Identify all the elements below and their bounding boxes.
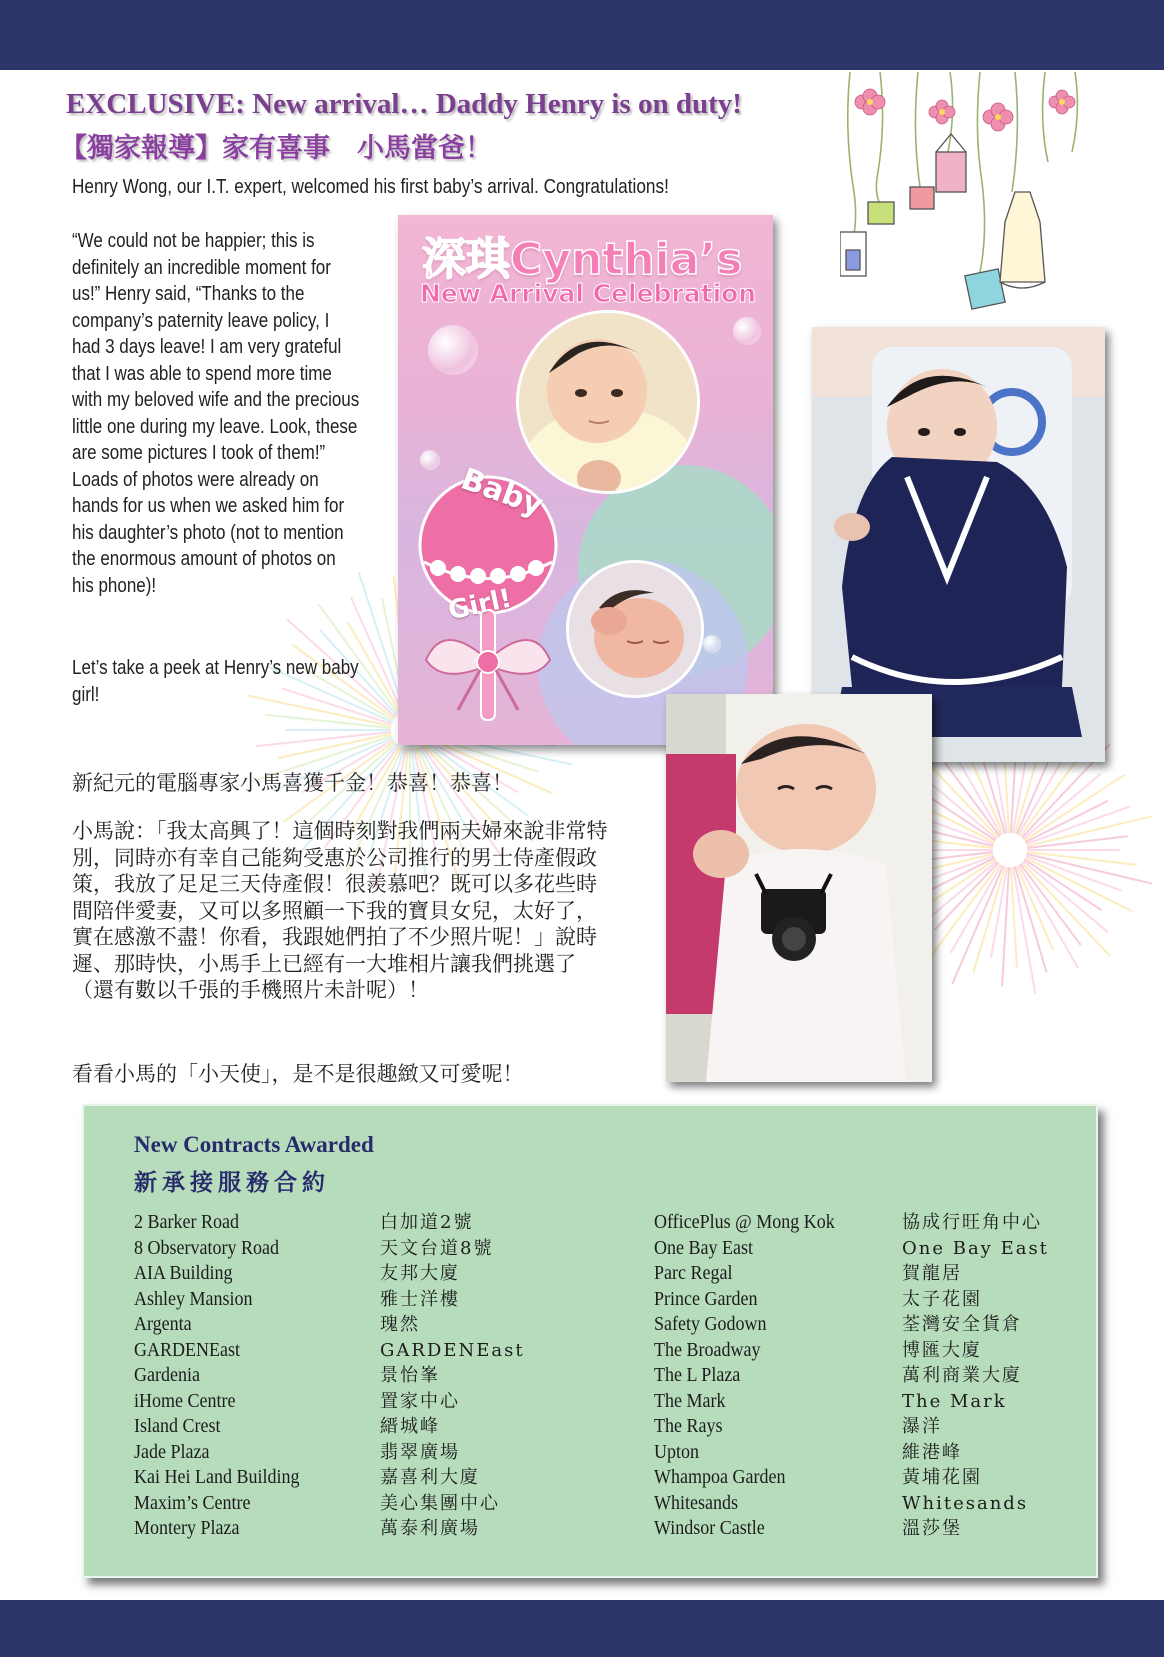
firework-ray — [1027, 856, 1121, 890]
contract-item: The L Plaza — [654, 1364, 741, 1386]
firework-ray — [279, 734, 391, 758]
contract-item: Gardenia — [134, 1364, 200, 1386]
baby-photo-illustration — [519, 313, 697, 491]
card-title-line1: 深琪Cynthia’s — [422, 234, 743, 285]
rattle-text-baby: Baby — [456, 461, 548, 524]
firework-ray — [1024, 774, 1100, 838]
card-bubble — [703, 635, 721, 653]
contract-item: 賀龍居 — [902, 1263, 962, 1284]
contract-item: One Bay East — [902, 1237, 1049, 1259]
article-title-en: EXCLUSIVE: New arrival… Daddy Henry is on duty! — [66, 88, 742, 120]
contract-item: Whampoa Garden — [654, 1466, 786, 1488]
baby-photo-illustration — [569, 563, 701, 695]
contract-item: Island Crest — [134, 1415, 221, 1437]
firework-ray — [1011, 868, 1017, 968]
firework-ray — [1015, 867, 1046, 971]
contract-item: Montery Plaza — [134, 1517, 240, 1539]
contracts-column-3 — [654, 1210, 835, 1542]
firework-ray — [1024, 862, 1107, 932]
contract-item: The Rays — [654, 1415, 723, 1437]
firework-ray — [951, 866, 1001, 952]
firework-ray — [1028, 817, 1152, 846]
firework-ray — [1021, 864, 1081, 944]
contract-item: Safety Godown — [654, 1313, 767, 1335]
baby-photo-illustration — [666, 694, 932, 1082]
contract-item: 協成行旺角中心 — [902, 1212, 1042, 1233]
contract-item: 瀑洋 — [902, 1416, 942, 1437]
article-quote-paragraph — [72, 228, 361, 599]
contract-item: 天文台道8號 — [380, 1237, 494, 1259]
firework-ray — [1017, 867, 1053, 950]
firework-ray — [1013, 868, 1035, 993]
bottom-banner — [0, 1600, 1164, 1657]
contracts-column-4 — [902, 1210, 1049, 1542]
contract-item: Jade Plaza — [134, 1440, 210, 1463]
quote-text: “We could not be happier; this is definitely an incredible moment for us!” Henry said, “Thanks to the company’s paternity leave policy, I had 3 days leave! I am very grateful that I was able to spend more time with my beloved wife and the precious little one during my leave. Look, these are some pictures I took of them!” Loads of photos were already on hands for us when we asked him for his daughter’s photo (not to mention the enormous amount of photos on his phone)! — [72, 230, 360, 597]
contract-item: 縉城峰 — [380, 1416, 440, 1437]
contract-item: GARDENEast — [380, 1339, 525, 1361]
contract-item: 博匯大廈 — [902, 1339, 982, 1361]
contract-item: 萬利商業大廈 — [902, 1365, 1022, 1386]
contract-item: Ashley Mansion — [134, 1287, 253, 1310]
contract-item: AIA Building — [134, 1262, 233, 1284]
new-contracts-panel — [82, 1104, 1098, 1578]
contract-item: 友邦大廈 — [380, 1263, 460, 1284]
contract-item: 溫莎堡 — [902, 1518, 962, 1539]
card-baby-photo-1 — [516, 310, 700, 494]
article-title-zh: 【獨家報導】家有喜事 小馬當爸！ — [60, 133, 492, 164]
contract-item: Upton — [654, 1440, 699, 1463]
firework-ray — [929, 864, 999, 959]
article-zh-paragraph-1: 新紀元的電腦專家小馬喜獲千金！恭喜！恭喜！ — [72, 771, 513, 795]
firework-ray — [1026, 858, 1131, 911]
contract-item: Maxim’s Centre — [134, 1491, 251, 1514]
contract-item: Kai Hei Land Building — [134, 1466, 300, 1488]
baby-camera-photo — [666, 694, 932, 1082]
card-bubble — [733, 317, 761, 345]
contract-item: Argenta — [134, 1313, 192, 1335]
contract-item: The Broadway — [654, 1338, 761, 1361]
celebration-card — [398, 215, 773, 745]
contract-item: iHome Centre — [134, 1389, 236, 1412]
contract-item: 太子花園 — [902, 1288, 982, 1310]
contract-item: 維港峰 — [902, 1441, 962, 1463]
contract-item: GARDENEast — [134, 1338, 240, 1361]
contract-item: Prince Garden — [654, 1287, 758, 1310]
contracts-title-zh: 新承接服務合約 — [134, 1169, 330, 1196]
contract-item: Whitesands — [902, 1492, 1029, 1514]
firework-ray — [991, 868, 1007, 957]
contract-item: The Mark — [654, 1389, 726, 1412]
firework-ray — [935, 863, 997, 929]
firework-ray — [256, 732, 390, 746]
hanging-ornaments-decoration — [840, 72, 1090, 322]
firework-ray — [953, 867, 1003, 984]
card-title-line2: New Arrival Celebration — [420, 279, 757, 308]
contract-item: 8 Observatory Road — [134, 1236, 279, 1259]
article-zh-paragraph-2: 小馬說：「我太高興了！這個時刻對我們兩夫婦來說非常特別，同時亦有幸自己能夠受惠於公司推行的男士侍產假政策，我放了足足三天侍產假！很羨慕吧？既可以多花些時間陪伴愛妻，又可以多照顧一下我的寶貝女兒，太好了，實在感激不盡！你看，我跟她們拍了不少照片呢！」說時遲、那時快，小馬手上已經有一大堆相片讓我們挑選了（還有數以千張的手機照片未計呢）！ — [72, 819, 608, 1002]
firework-ray — [1028, 836, 1127, 848]
contract-item: 萬泰利廣場 — [380, 1518, 480, 1539]
firework-ray — [1022, 863, 1109, 955]
contract-item: OfficePlus @ Mong Kok — [654, 1211, 835, 1233]
firework-ray — [266, 715, 390, 728]
contract-item: One Bay East — [654, 1236, 753, 1259]
firework-ray — [1019, 756, 1064, 835]
contract-item: 瑰然 — [380, 1314, 420, 1335]
contracts-title-en: New Contracts Awarded — [134, 1132, 374, 1157]
rattle-text-girl: Girl! — [445, 583, 515, 627]
contract-item: Whitesands — [654, 1491, 738, 1514]
firework-ray — [1025, 775, 1124, 840]
contract-item: Windsor Castle — [654, 1517, 765, 1539]
top-banner — [0, 0, 1164, 70]
contract-item: 置家中心 — [380, 1390, 460, 1412]
firework-ray — [974, 867, 1005, 971]
contract-item: 白加道2號 — [380, 1212, 474, 1233]
article-intro: Henry Wong, our I.T. expert, welcomed his first baby’s arrival. Congratulations! — [72, 176, 669, 198]
contracts-column-1 — [134, 1210, 299, 1542]
card-bubble — [428, 325, 478, 375]
contract-item: Parc Regal — [654, 1262, 733, 1284]
firework-ray — [1025, 860, 1101, 910]
contract-item: 荃灣安全貨倉 — [902, 1314, 1022, 1335]
firework-ray — [1027, 807, 1129, 844]
firework-ray — [1028, 854, 1152, 883]
contract-item: 黃埔花園 — [902, 1467, 982, 1488]
article-peek-paragraph: Let’s take a peek at Henry’s new baby girl! — [72, 657, 359, 706]
contract-item: 翡翠廣場 — [380, 1441, 460, 1463]
contract-item: 雅士洋樓 — [380, 1288, 460, 1310]
contract-item: 嘉喜利大廈 — [380, 1467, 480, 1488]
contract-item: 2 Barker Road — [134, 1211, 239, 1233]
firework-ray — [1019, 866, 1078, 968]
article-zh-paragraph-3: 看看小馬的「小天使」，是不是很趣緻又可愛呢！ — [72, 1062, 524, 1086]
contract-item: The Mark — [902, 1390, 1007, 1412]
firework-ray — [1026, 801, 1107, 842]
firework-ray — [1028, 852, 1136, 865]
firework-ray — [1002, 868, 1009, 986]
contracts-column-2 — [380, 1210, 525, 1542]
contract-item: 美心集團中心 — [380, 1492, 500, 1514]
card-bubble — [420, 450, 440, 470]
contract-item: 景怡峯 — [380, 1365, 440, 1386]
firework-ray — [945, 763, 999, 836]
